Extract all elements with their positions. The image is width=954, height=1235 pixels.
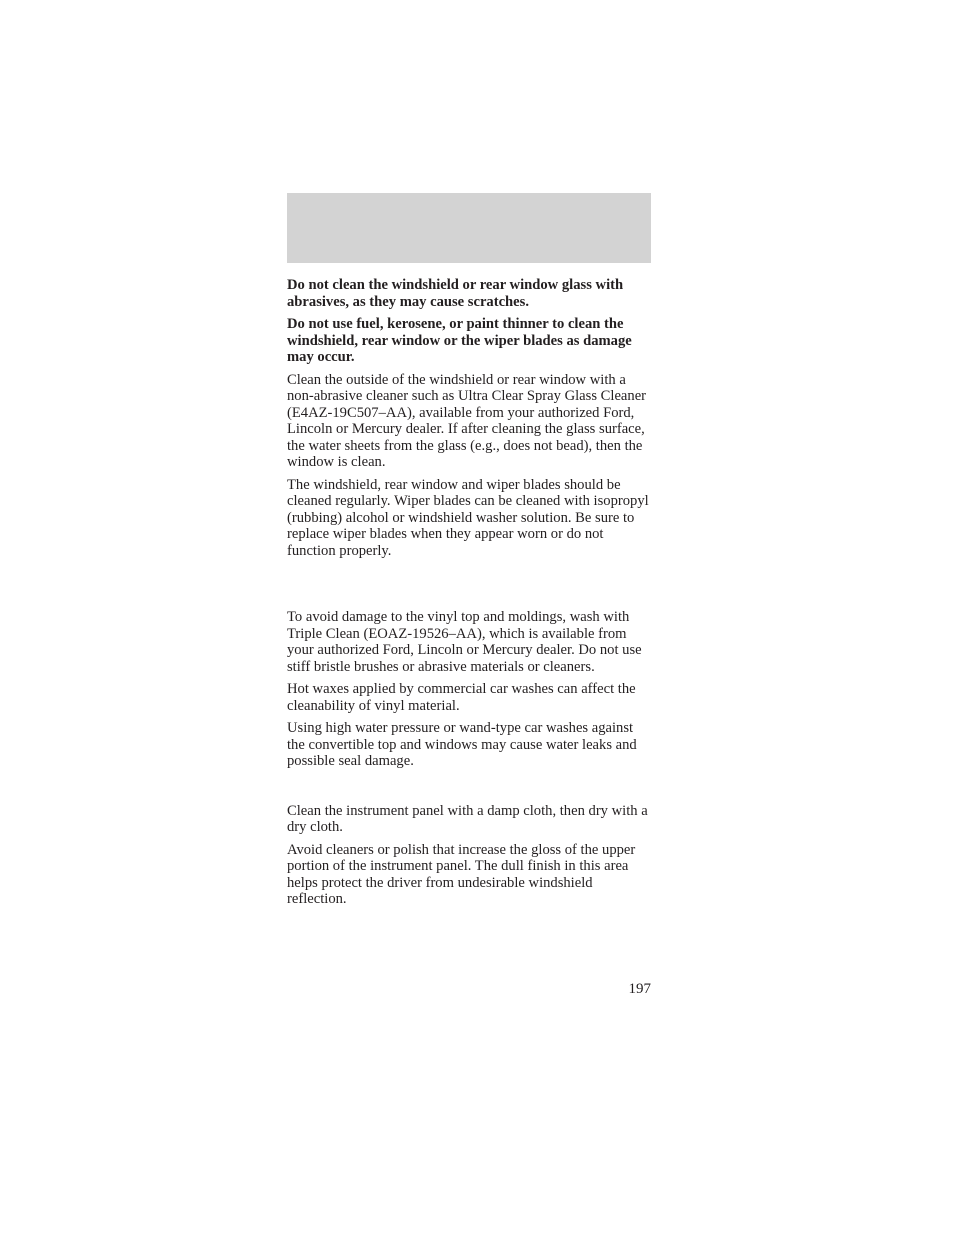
windshield-solvents-warning: Do not use fuel, kerosene, or paint thinner to clean the windshield, rear window or the wiper blades as damage may occur. <box>287 316 632 365</box>
section-spacer <box>287 776 653 803</box>
vinyl-top-wash-paragraph: To avoid damage to the vinyl top and moldings, wash with Triple Clean (EOAZ-19526–AA), which is available from your authorized Ford, Lincoln or Mercury dealer. Do not use stiff bristle brushes or abrasive materials or cleaners. <box>287 609 642 675</box>
page-number: 197 <box>628 981 651 997</box>
high-pressure-paragraph: Using high water pressure or wand-type car washes against the convertible top and windows may cause water leaks and possible seal damage. <box>287 720 637 769</box>
section-spacer <box>287 565 653 609</box>
page-content <box>287 277 653 914</box>
wiper-blades-paragraph: The windshield, rear window and wiper blades should be cleaned regularly. Wiper blades can be cleaned with isopropyl (rubbing) alcohol or windshield washer solution. Be sure to replace wiper blades when they appear worn or do not function properly. <box>287 476 649 559</box>
instrument-panel-cleaning-paragraph: Clean the instrument panel with a damp cloth, then dry with a dry cloth. <box>287 802 648 835</box>
hot-wax-paragraph: Hot waxes applied by commercial car washes can affect the cleanability of vinyl material. <box>287 681 636 714</box>
windshield-abrasives-warning: Do not clean the windshield or rear window glass with abrasives, as they may cause scratches. <box>287 277 624 310</box>
instrument-panel-gloss-paragraph: Avoid cleaners or polish that increase the gloss of the upper portion of the instrument panel. The dull finish in this area helps protect the driver from undesirable windshield reflection. <box>287 841 636 907</box>
windshield-cleaning-paragraph: Clean the outside of the windshield or rear window with a non-abrasive cleaner such as Ultra Clear Spray Glass Cleaner (E4AZ-19C507–AA), available from your authorized Ford, Lincoln or Mercury dealer. If after cleaning the glass surface, the water sheets from the glass (e.g., does not bead), then the window is clean. <box>287 371 647 470</box>
section-header-band <box>287 193 651 263</box>
